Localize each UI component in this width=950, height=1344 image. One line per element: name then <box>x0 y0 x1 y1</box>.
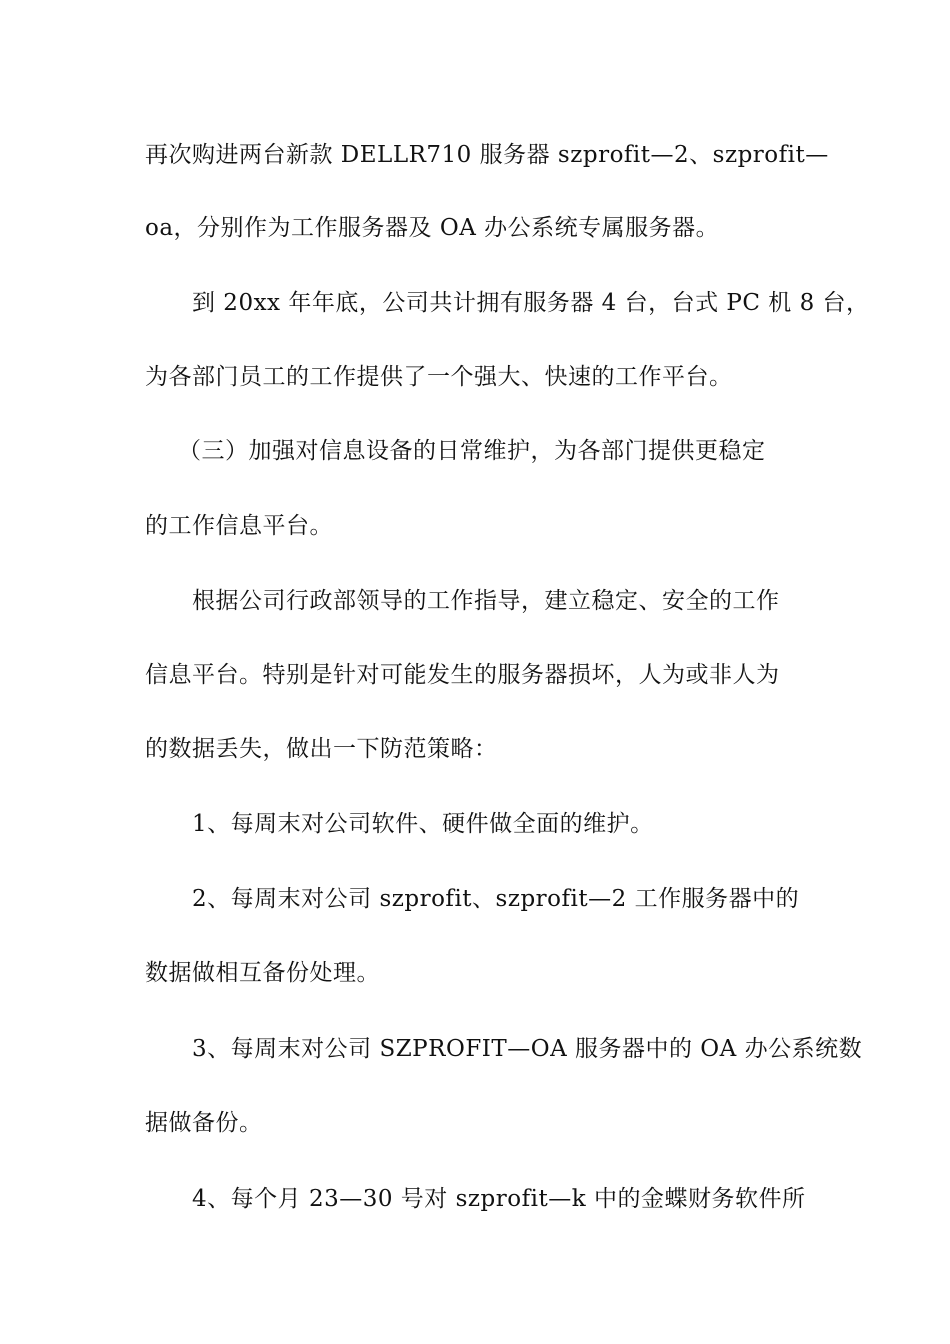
list-item-line: 据做备份。 <box>145 1110 263 1136</box>
paragraph-line: 再次购进两台新款 DELLR710 服务器 szprofit—2、szprofit— <box>145 142 829 168</box>
section-heading-line: （三）加强对信息设备的日常维护，为各部门提供更稳定 <box>178 438 766 464</box>
list-item-line: 2、每周末对公司 szprofit、szprofit—2 工作服务器中的 <box>192 886 800 912</box>
list-item-line: 数据做相互备份处理。 <box>145 960 380 986</box>
paragraph-line: 的数据丢失，做出一下防范策略： <box>145 736 498 762</box>
paragraph-line: 到 20xx 年年底，公司共计拥有服务器 4 台，台式 PC 机 8 台， <box>192 290 870 316</box>
paragraph-line: 信息平台。特别是针对可能发生的服务器损坏，人为或非人为 <box>145 662 780 688</box>
section-heading-line: 的工作信息平台。 <box>145 513 333 539</box>
list-item-line: 4、每个月 23—30 号对 szprofit—k 中的金蝶财务软件所 <box>192 1186 806 1212</box>
list-item-line: 1、每周末对公司软件、硬件做全面的维护。 <box>192 811 654 837</box>
list-item-line: 3、每周末对公司 SZPROFIT—OA 服务器中的 OA 办公系统数 <box>192 1036 863 1062</box>
paragraph-line: 为各部门员工的工作提供了一个强大、快速的工作平台。 <box>145 364 733 390</box>
paragraph-line: oa，分别作为工作服务器及 OA 办公系统专属服务器。 <box>145 215 720 241</box>
paragraph-line: 根据公司行政部领导的工作指导，建立稳定、安全的工作 <box>192 588 780 614</box>
